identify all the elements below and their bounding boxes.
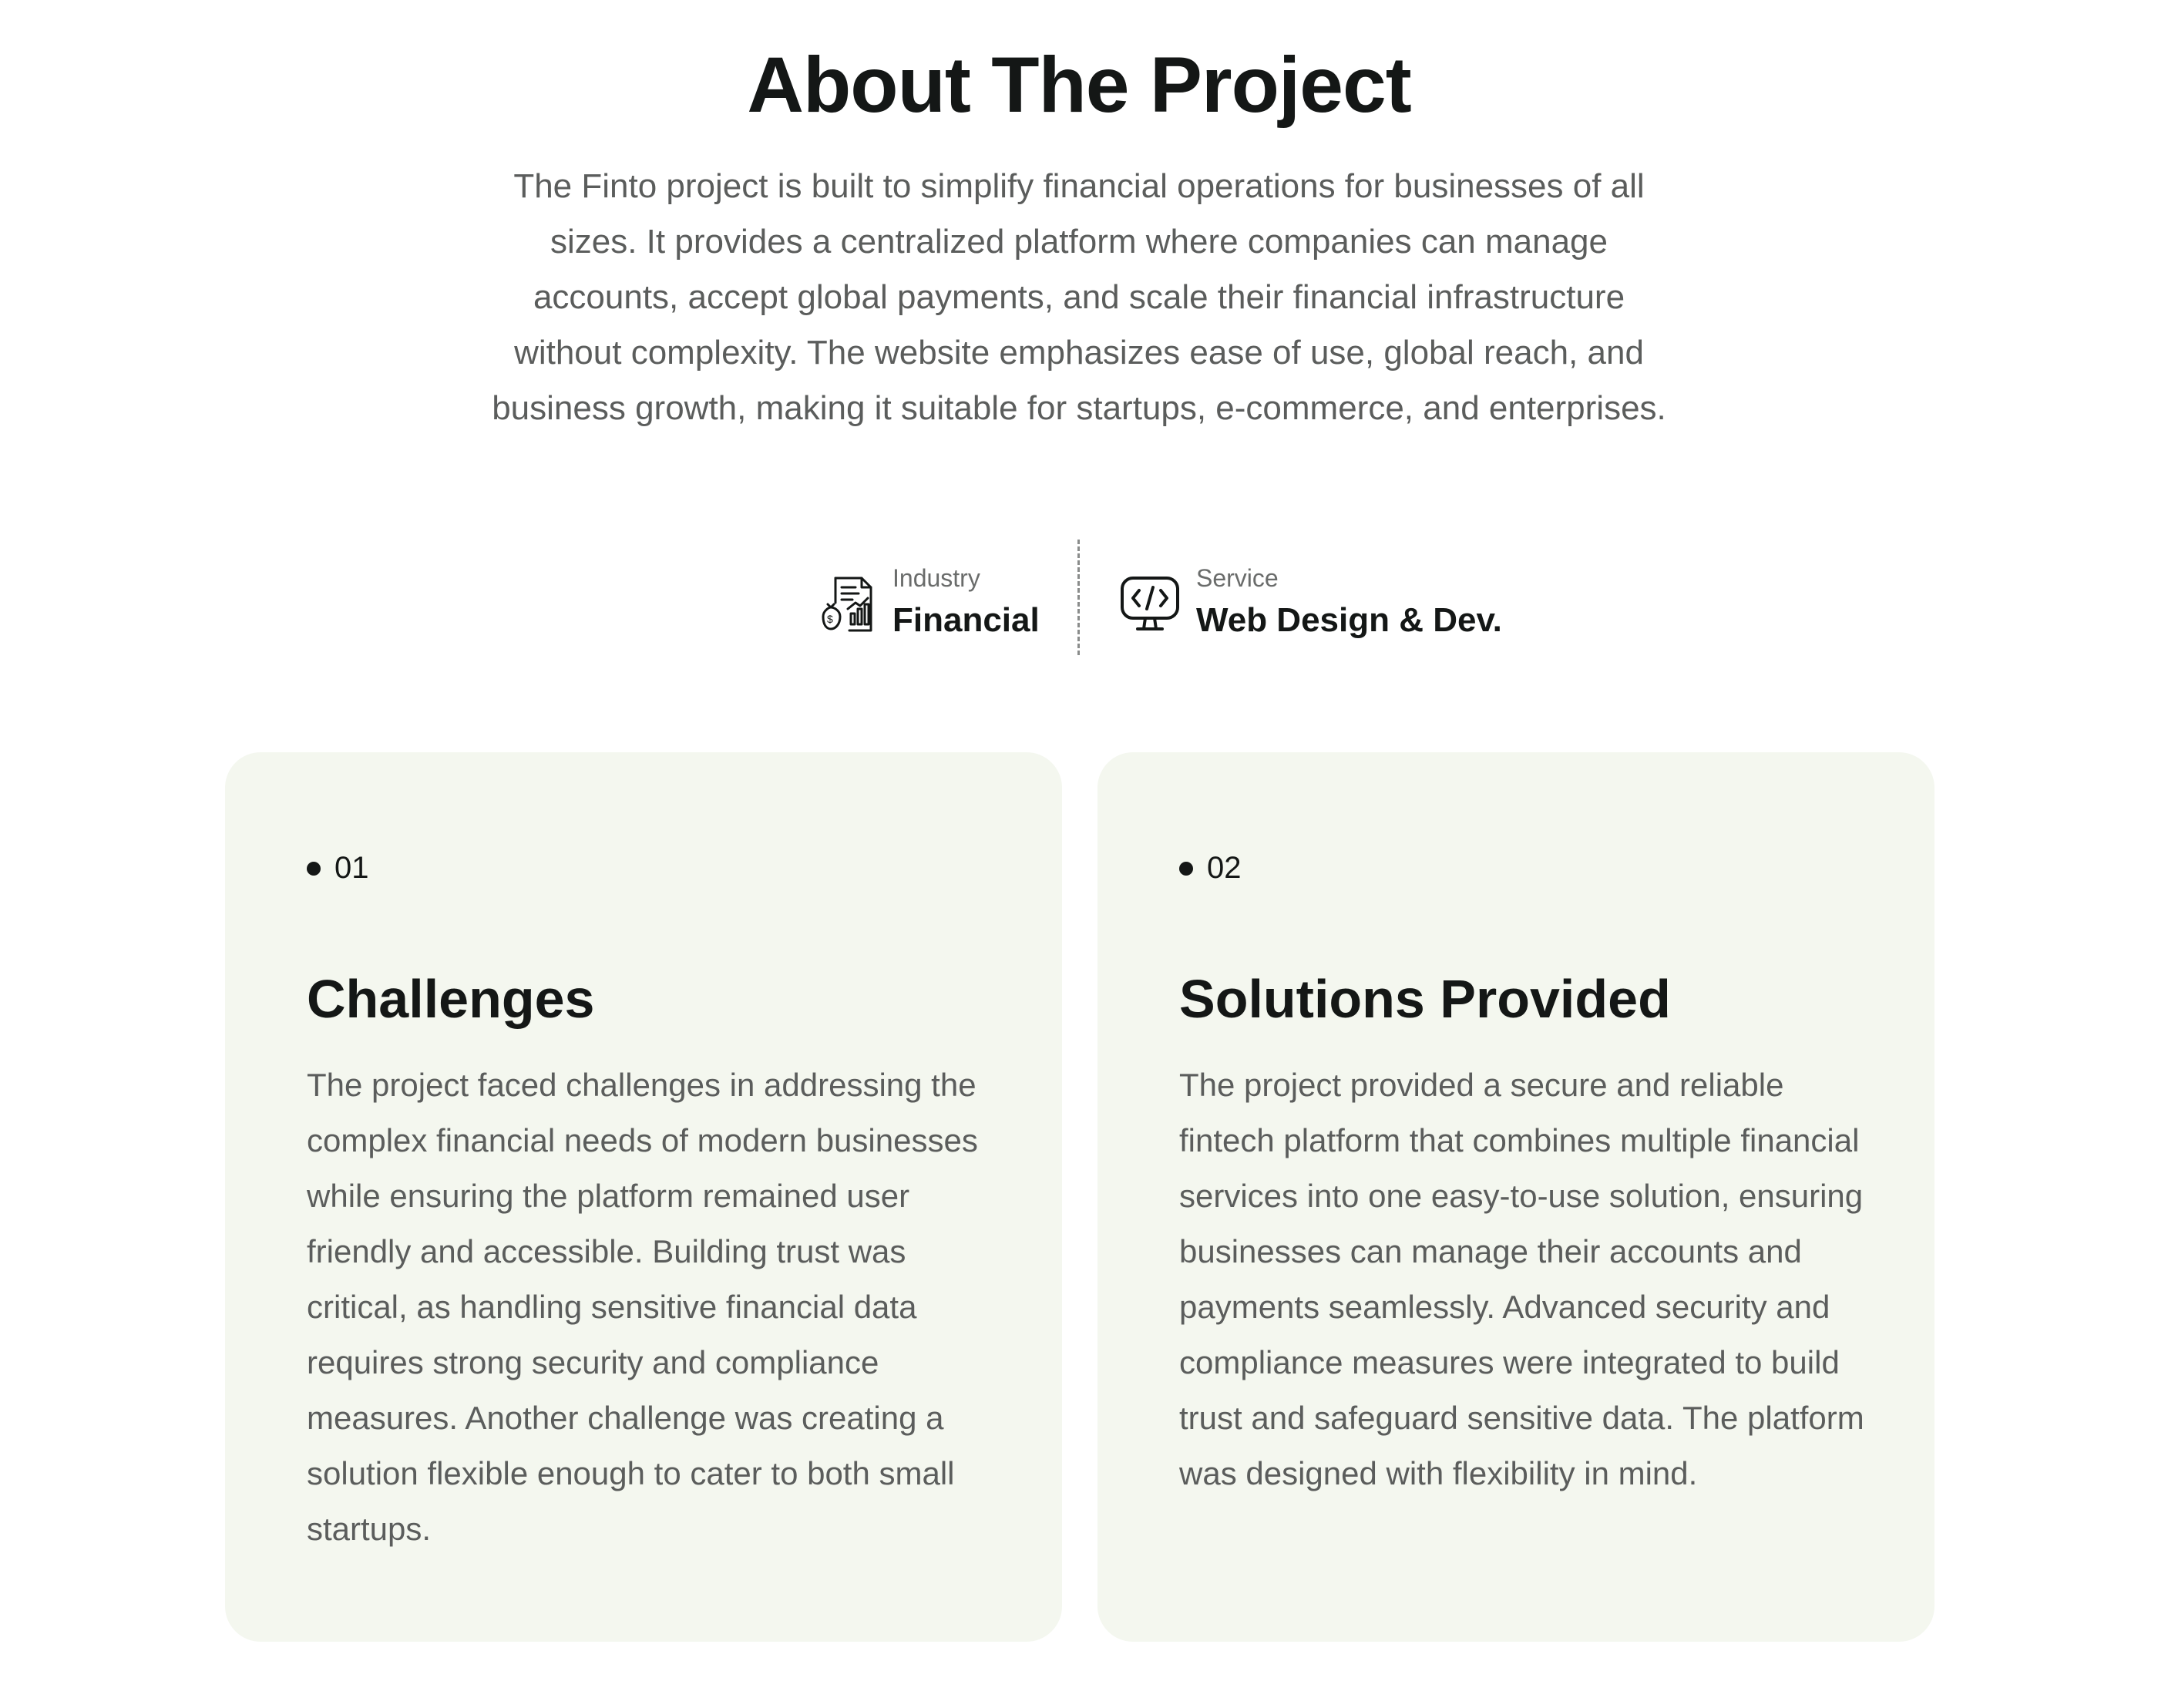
svg-text:$: $ xyxy=(827,613,833,625)
service-text xyxy=(1196,563,1502,643)
industry-text xyxy=(892,563,1040,643)
project-meta xyxy=(0,540,2158,655)
industry-label: Industry xyxy=(892,564,980,592)
card-number xyxy=(307,851,369,886)
service-label: Service xyxy=(1196,564,1279,592)
solutions-title: Solutions Provided xyxy=(1179,969,1671,1029)
code-monitor-icon xyxy=(1119,572,1181,637)
financial-report-icon xyxy=(815,572,877,637)
card-number-text: 02 xyxy=(1207,851,1242,885)
service-value: Web Design & Dev. xyxy=(1196,601,1502,639)
solutions-card xyxy=(1097,752,1934,1642)
project-description: The Finto project is built to simplify financial operations for businesses of all sizes. It provides a centralized platform where companies can manage accounts, accept global payments, and scale their financial infrastructure without complexity. The website emphasizes ease of use, global reach, and business growth, making it suitable for startups, e-commerce, and enterprises. xyxy=(492,167,1666,427)
industry-value: Financial xyxy=(892,601,1040,639)
challenges-text: The project faced challenges in addressing the complex financial needs of modern businesses while ensuring the platform remained user friendly and accessible. Building trust was critical, as handling sensitive financial data requires strong security and compliance measures. Another challenge was creating a solution flexible enough to cater to both small startups. xyxy=(307,1067,978,1547)
meta-divider xyxy=(1077,540,1080,655)
challenges-card xyxy=(225,752,1062,1642)
page-title: About The Project xyxy=(747,41,1411,129)
bullet-dot-icon xyxy=(1179,862,1193,876)
solutions-text: The project provided a secure and reliable fintech platform that combines multiple financial services into one easy-to-use solution, ensuring businesses can manage their accounts and payments seamlessly. Advanced security and compliance measures were integrated to build trust and safeguard sensitive data. The platform was designed with flexibility in mind. xyxy=(1179,1067,1864,1491)
card-number-text: 01 xyxy=(334,851,369,885)
service-info xyxy=(1119,563,1502,643)
challenges-title: Challenges xyxy=(307,969,595,1029)
card-number xyxy=(1179,851,1242,886)
bullet-dot-icon xyxy=(307,862,321,876)
industry-info xyxy=(815,563,1040,643)
